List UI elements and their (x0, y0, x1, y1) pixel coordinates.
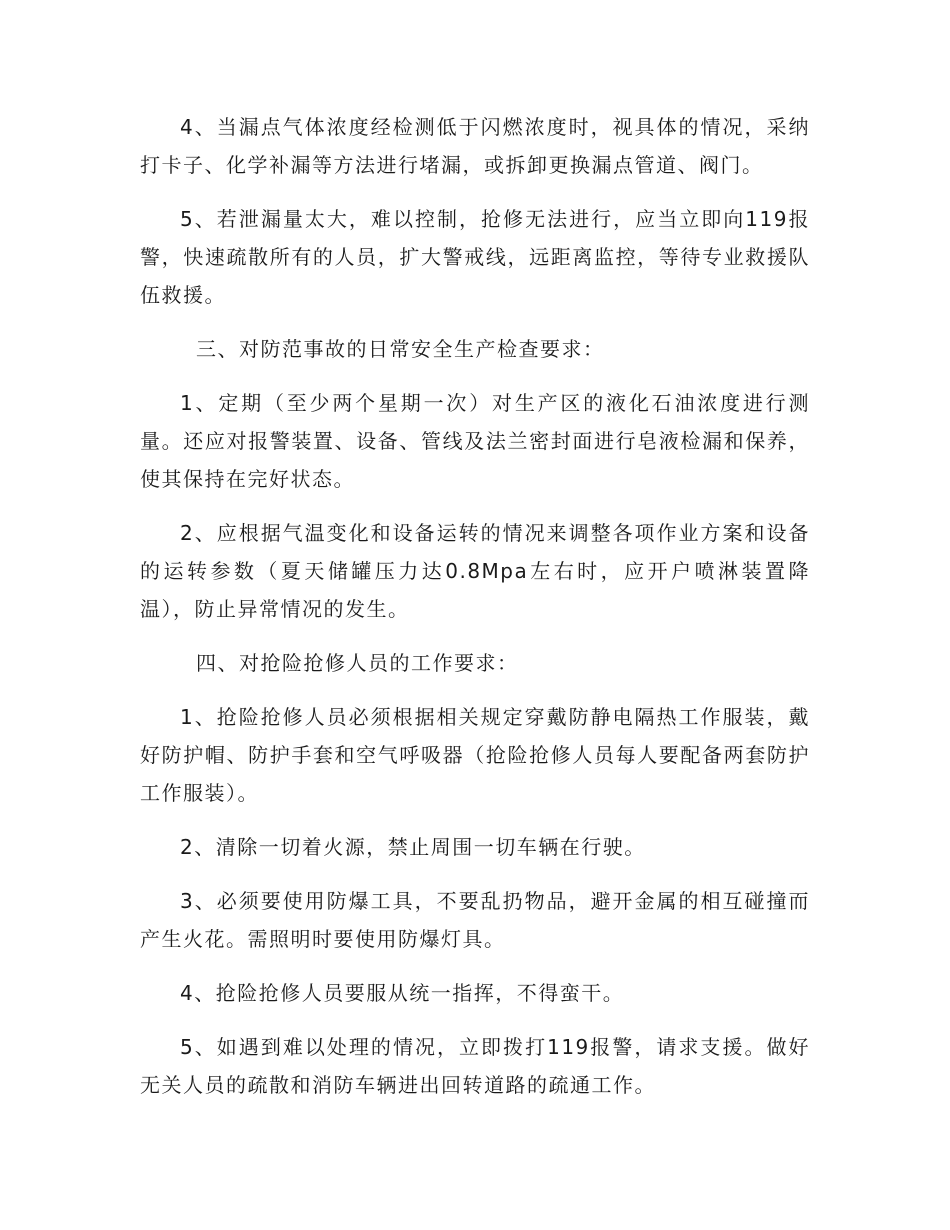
paragraph-call-for-support: 5、如遇到难以处理的情况，立即拨打119报警，请求支援。做好无关人员的疏散和消防车辆进出回转道路的疏通工作。 (140, 1035, 810, 1097)
paragraph-protective-gear: 1、抢险抢修人员必须根据相关规定穿戴防静电隔热工作服装，戴好防护帽、防护手套和空气呼吸器（抢险抢修人员每人要配备两套防护工作服装）。 (140, 705, 810, 805)
paragraph-parameter-adjustment: 2、应根据气温变化和设备运转的情况来调整各项作业方案和设备的运转参数（夏天储罐压力达0.8Mpa左右时，应开户喷淋装置降温），防止异常情况的发生。 (140, 521, 810, 621)
paragraph-leak-plugging: 4、当漏点气体浓度经检测低于闪燃浓度时，视具体的情况，采纳打卡子、化学补漏等方法进行堵漏，或拆卸更换漏点管道、阀门。 (140, 115, 810, 177)
section-heading-rescue-personnel: 四、对抢险抢修人员的工作要求： (196, 651, 519, 675)
paragraph-remove-ignition: 2、清除一切着火源，禁止周围一切车辆在行驶。 (180, 835, 646, 859)
document-body (140, 108, 810, 1120)
paragraph-unified-command: 4、抢险抢修人员要服从统一指挥，不得蛮干。 (180, 981, 625, 1005)
paragraph-explosion-proof-tools: 3、必须要使用防爆工具，不要乱扔物品，避开金属的相互碰撞而产生火花。需照明时要使用防爆灯具。 (140, 889, 810, 951)
section-heading-daily-inspection: 三、对防范事故的日常安全生产检查要求： (196, 337, 605, 361)
paragraph-large-leak-alarm: 5、若泄漏量太大，难以控制，抢修无法进行，应当立即向119报警，快速疏散所有的人员，扩大警戒线，远距离监控，等待专业救援队伍救援。 (140, 207, 810, 307)
paragraph-regular-measurement: 1、定期（至少两个星期一次）对生产区的液化石油浓度进行测量。还应对报警装置、设备、管线及法兰密封面进行皂液检漏和保养，使其保持在完好状态。 (140, 391, 810, 491)
